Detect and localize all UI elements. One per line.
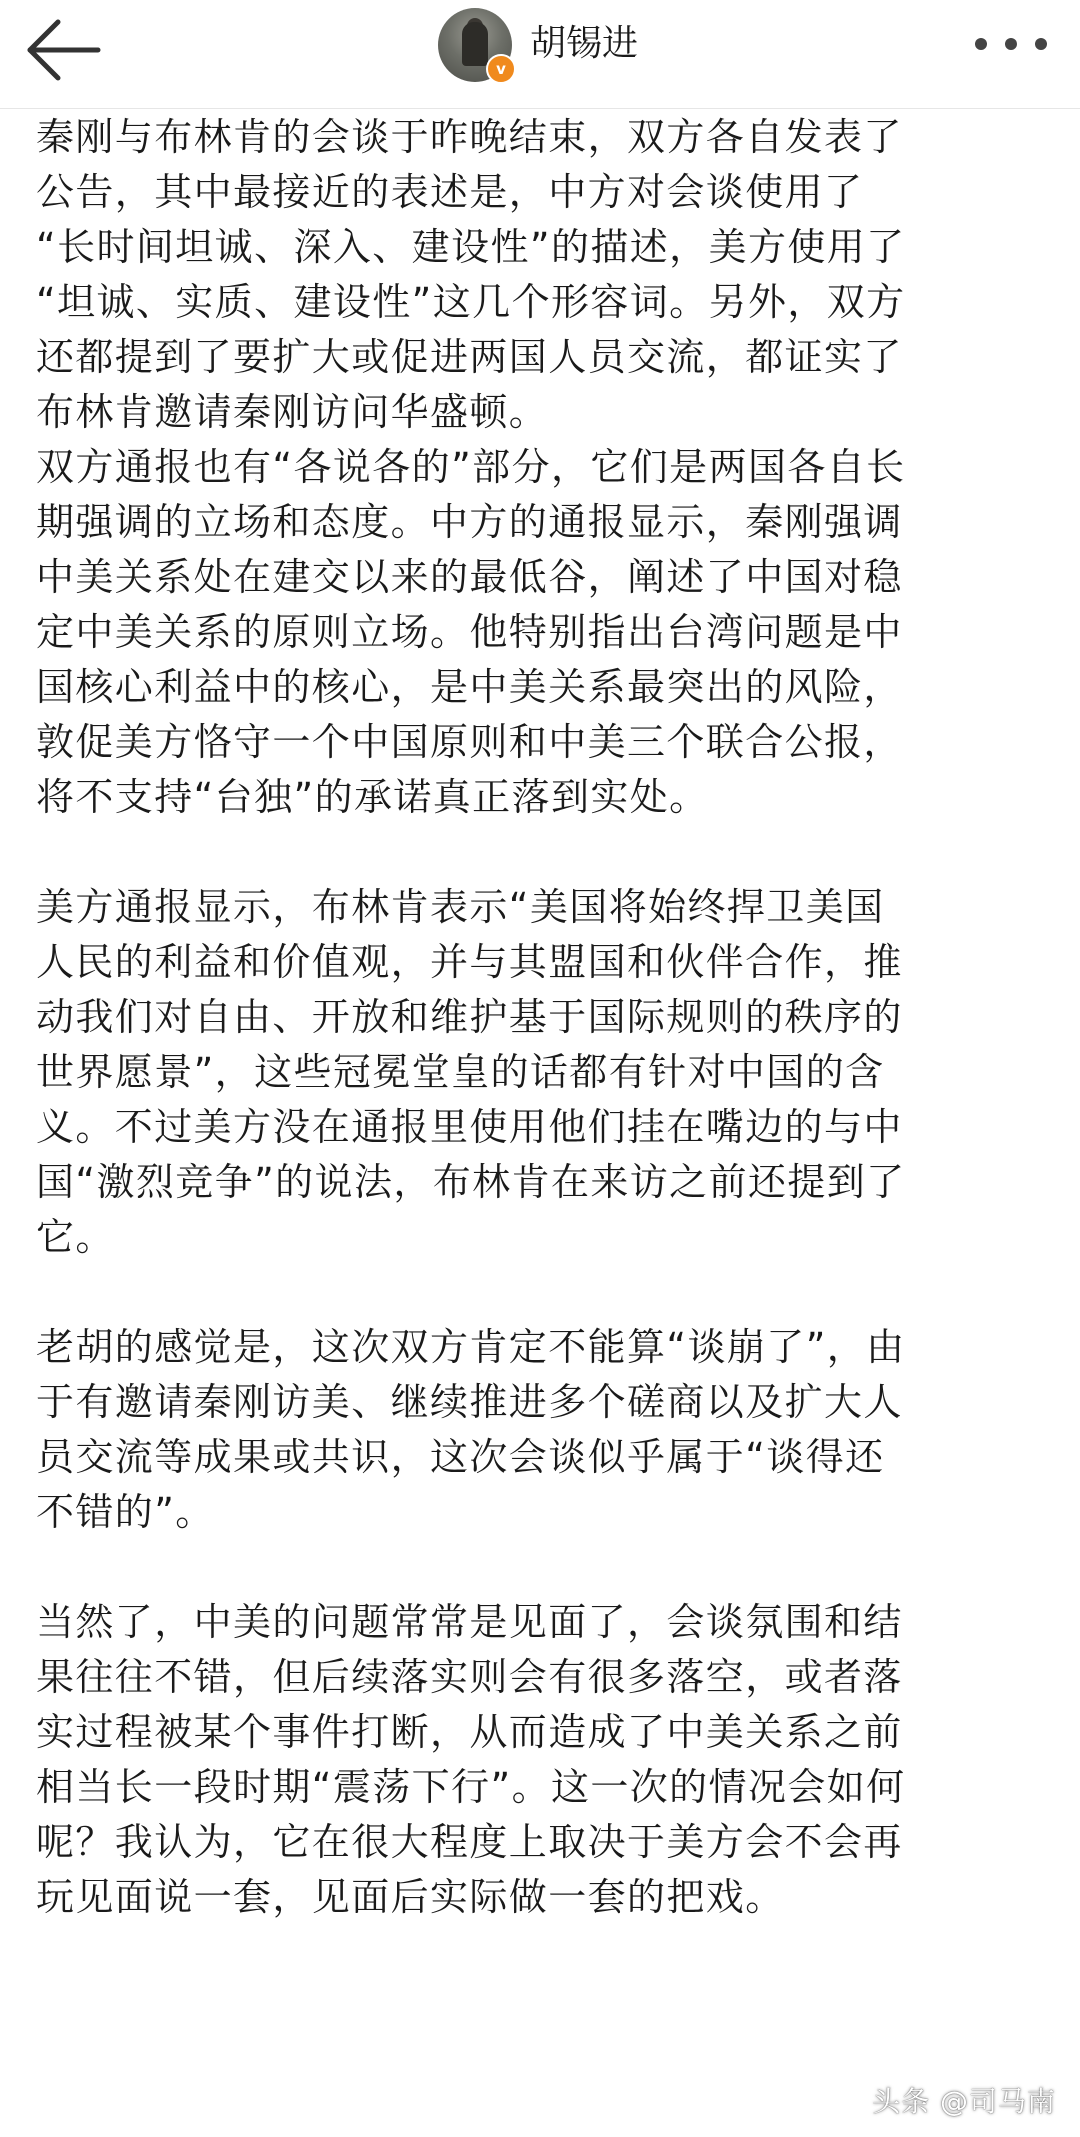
article-paragraph: 老胡的感觉是，这次双方肯定不能算“谈崩了”，由 于有邀请秦刚访美、继续推进多个磋商以及扩大人 员交流等成果或共识，这次会谈似乎属于“谈得还 不错的”。 [36,1325,906,1534]
article-body [36,110,1046,1925]
more-options-icon[interactable] [972,26,1050,62]
avatar[interactable] [438,8,512,82]
verified-badge-icon: v [486,54,516,84]
paragraph-spacer [36,825,1046,880]
username[interactable]: 胡锡进 [530,23,639,64]
article-paragraph: 双方通报也有“各说各的”部分，它们是两国各自长 期强调的立场和态度。中方的通报显示，秦刚强调 中美关系处在建交以来的最低谷，阐述了中国对稳 定中美关系的原则立场。他特别指出台湾问题是中 国核心利益中的核心，是中美关系最突出的风险， 敦促美方恪守一个中国原则和中美三个联合公报， 将不支持“台独”的承诺真正落到实处。 [36,445,906,819]
back-arrow-icon[interactable] [22,14,106,86]
article-paragraph: 美方通报显示，布林肯表示“美国将始终捍卫美国 人民的利益和价值观，并与其盟国和伙伴合作，推 动我们对自由、开放和维护基于国际规则的秩序的 世界愿景”，这些冠冕堂皇的话都有针对中国的含 义。不过美方没在通报里使用他们挂在嘴边的与中 国“激烈竞争”的说法，布林肯在来访之前还提到了 它。 [36,885,906,1259]
paragraph-spacer [36,1265,1046,1320]
article-paragraph: 当然了，中美的问题常常是见面了，会谈氛围和结 果往往不错，但后续落实则会有很多落空，或者落 实过程被某个事件打断，从而造成了中美关系之前 相当长一段时期“震荡下行”。这一次的情况会如何 呢？我认为，它在很大程度上取决于美方会不会再 玩见面说一套，见面后实际做一套的把戏。 [36,1600,906,1919]
top-navigation-bar [0,0,1080,109]
paragraph-spacer [36,1540,1046,1595]
article-paragraph: 秦刚与布林肯的会谈于昨晚结束，双方各自发表了 公告，其中最接近的表述是，中方对会谈使用了 “长时间坦诚、深入、建设性”的描述，美方使用了 “坦诚、实质、建设性”这几个形容词。另外，双方 还都提到了要扩大或促进两国人员交流，都证实了 布林肯邀请秦刚访问华盛顿。 [36,115,906,434]
source-watermark: 头条 @司马南 [872,2085,1056,2118]
